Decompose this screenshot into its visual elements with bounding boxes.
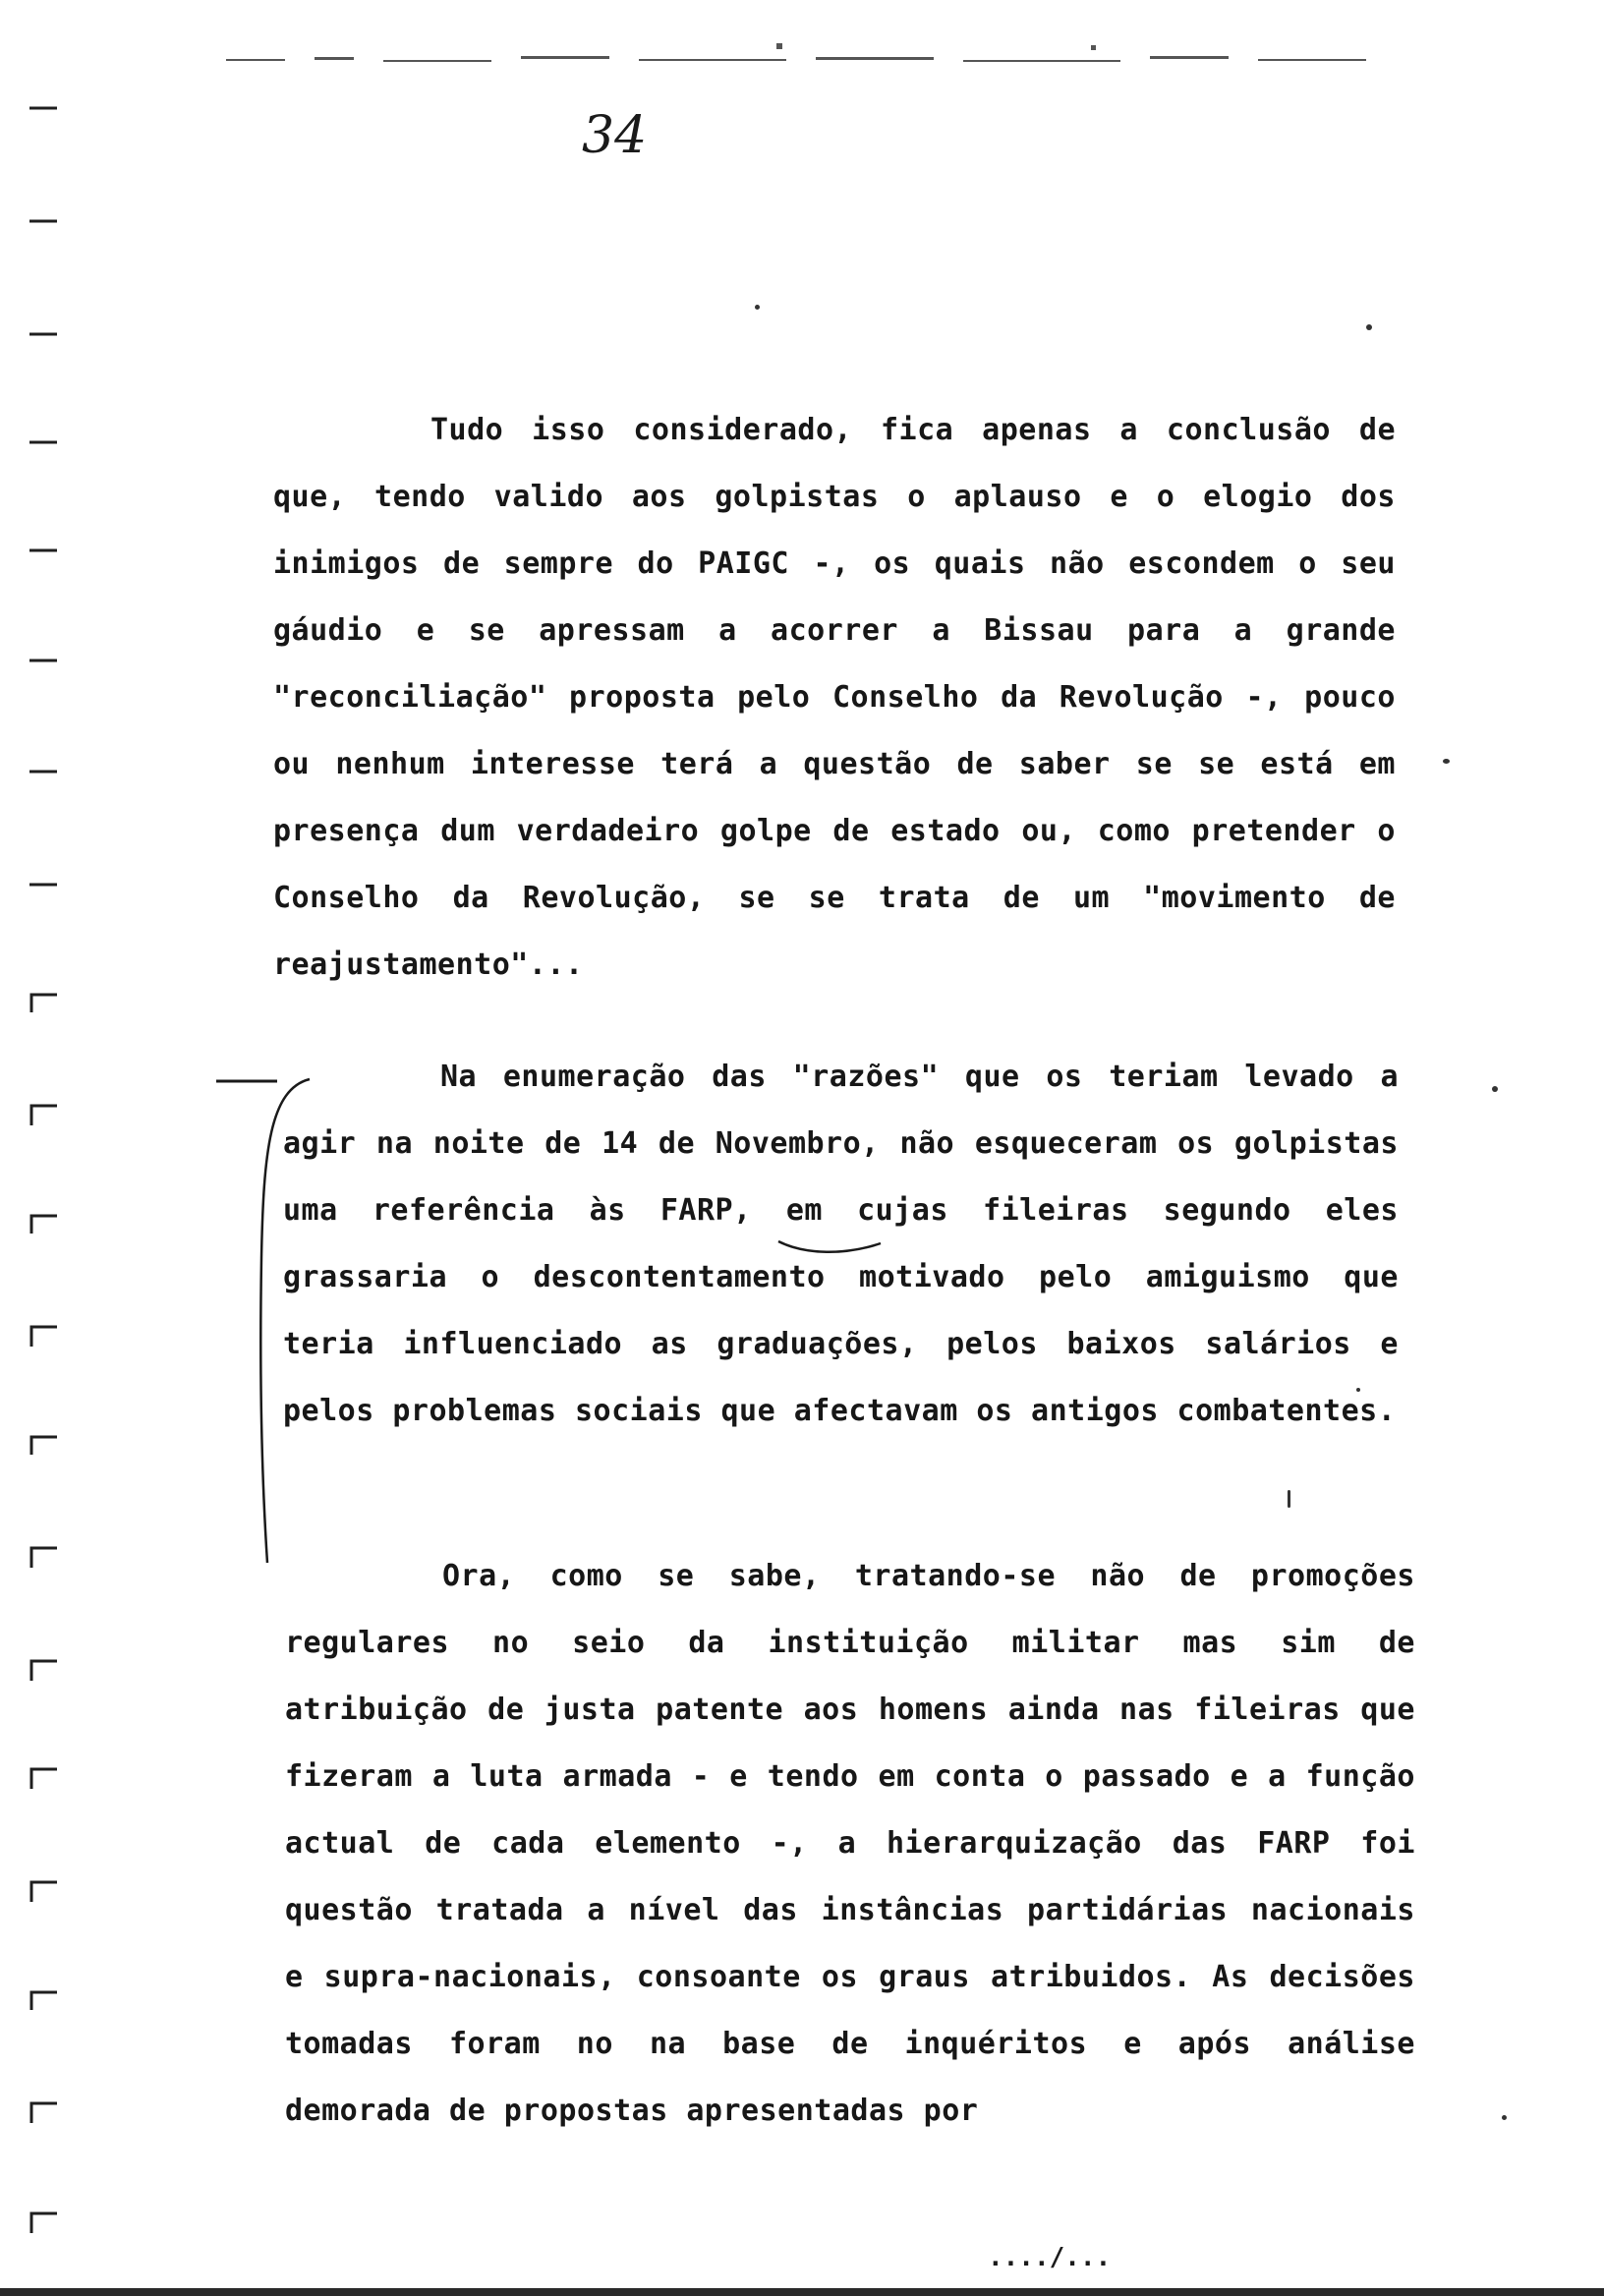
page-number: 34 bbox=[582, 106, 648, 165]
continuation-mark: ..../... bbox=[988, 2243, 1112, 2272]
left-margin-ticks bbox=[0, 0, 79, 2296]
scan-speck bbox=[1443, 759, 1450, 764]
scan-speck bbox=[755, 305, 760, 310]
paragraph-1: Tudo isso considerado, fica apenas a conclusão de que, tendo valido aos golpistas o aplauso e o elogio dos inimigos de sempre do PAIGC -, os quais não escondem o seu gáudio e se apressam a acorrer a Bissau para a grande "reconciliação" proposta pelo Conselho da Revolução -, pouco ou nenhum interesse terá a questão de saber se se está em presença dum verdadeiro golpe de estado ou, como pretender o Conselho da Revolução, se se trata de um "movimento de reajustamento"... bbox=[273, 413, 1396, 982]
scan-speck bbox=[1288, 1490, 1290, 1508]
scan-speck bbox=[1356, 1388, 1360, 1392]
scan-noise-top bbox=[226, 39, 1396, 71]
paragraph-3: Ora, como se sabe, tratando-se não de promoções regulares no seio da instituição militar mas sim de atribuição de justa patente aos homens ainda nas fileiras que fizeram a luta armada - e tendo em conta o passado e a função actual de cada elemento -, a hierarquização das FARP foi questão tratada a nível das instâncias partidárias nacionais e supra-nacionais, consoante os graus atribuidos. As decisões tomadas foram no na base de inquéritos e após análise demorada de propostas apresentadas por bbox=[285, 1559, 1415, 2128]
scan-speck bbox=[1502, 2115, 1507, 2120]
scan-speck bbox=[1492, 1086, 1498, 1092]
scan-bottom-edge bbox=[0, 2288, 1604, 2296]
scan-speck bbox=[1366, 324, 1372, 330]
paragraph-2: Na enumeração das "razões" que os teriam levado a agir na noite de 14 de Novembro, não esqueceram os golpistas uma referência às FARP, em cujas fileiras segundo eles grassaria o descontentamento motivado pelo amiguismo que teria influenciado as graduações, pelos baixos salários e pelos problemas sociais que afectavam os antigos combatentes. bbox=[283, 1060, 1399, 1428]
